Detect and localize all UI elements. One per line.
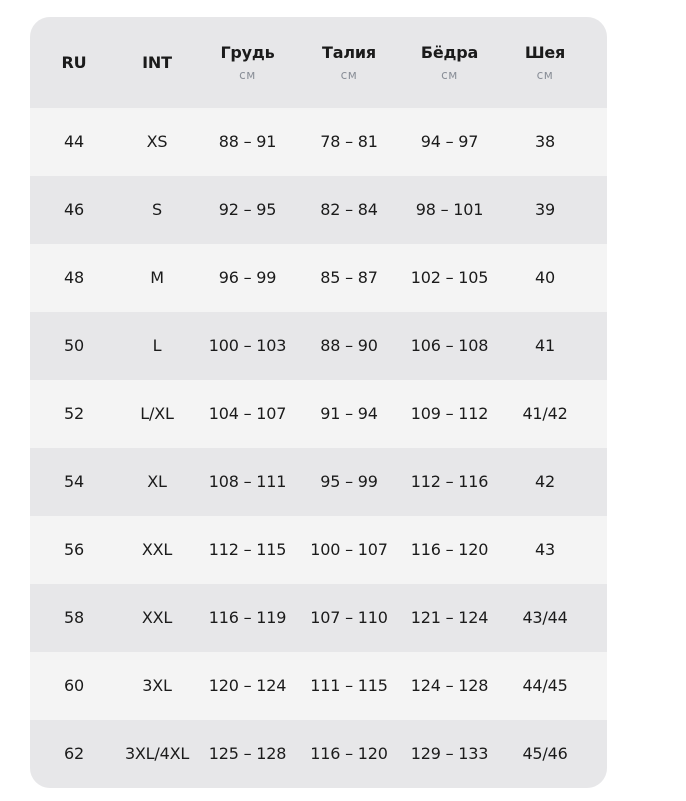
cell-int: XXL <box>141 540 173 559</box>
cell-chest: 104 – 107 <box>208 404 287 423</box>
header-ru <box>30 52 118 72</box>
cell-chest: 88 – 91 <box>218 132 277 151</box>
cell-neck: 43/44 <box>522 608 568 627</box>
cell-waist: 78 – 81 <box>320 132 378 151</box>
cell-hips: 124 – 128 <box>410 676 489 695</box>
cell-int: XL <box>147 472 167 491</box>
cell-hips: 109 – 112 <box>410 404 489 423</box>
table-row <box>30 244 607 312</box>
cell-neck: 41 <box>535 336 555 355</box>
cell-hips: 121 – 124 <box>410 608 489 627</box>
cell-ru: 50 <box>64 336 84 355</box>
cell-chest: 108 – 111 <box>208 472 287 491</box>
cell-hips: 94 – 97 <box>420 132 479 151</box>
cell-waist: 116 – 120 <box>310 744 388 763</box>
header-ru-label: RU <box>61 52 87 72</box>
cell-int: XS <box>146 132 168 151</box>
cell-neck: 38 <box>535 132 555 151</box>
cell-chest: 116 – 119 <box>208 608 287 627</box>
cell-ru: 46 <box>64 200 84 219</box>
cell-ru: 58 <box>64 608 84 627</box>
cell-neck: 42 <box>535 472 555 491</box>
cell-waist: 88 – 90 <box>320 336 378 355</box>
header-neck-label: Шея <box>524 42 566 62</box>
cell-waist: 111 – 115 <box>310 676 388 695</box>
table-header-row <box>30 17 607 108</box>
cell-hips: 98 – 101 <box>415 200 484 219</box>
cell-ru: 52 <box>64 404 84 423</box>
table-row <box>30 448 607 516</box>
cell-hips: 129 – 133 <box>410 744 489 763</box>
header-int <box>118 52 196 72</box>
cell-int: XXL <box>141 608 173 627</box>
size-chart-table <box>30 17 607 788</box>
table-row <box>30 584 607 652</box>
cell-neck: 43 <box>535 540 555 559</box>
cell-ru: 62 <box>64 744 84 763</box>
cell-chest: 120 – 124 <box>208 676 287 695</box>
cell-waist: 95 – 99 <box>320 472 378 491</box>
header-hips-unit: см <box>441 67 458 82</box>
header-chest <box>196 42 299 82</box>
header-waist-label: Талия <box>322 42 376 62</box>
cell-waist: 100 – 107 <box>310 540 388 559</box>
cell-chest: 112 – 115 <box>208 540 287 559</box>
cell-neck: 45/46 <box>522 744 568 763</box>
cell-hips: 112 – 116 <box>410 472 489 491</box>
cell-int: L <box>152 336 162 355</box>
cell-ru: 60 <box>64 676 84 695</box>
cell-int: S <box>152 200 162 219</box>
header-chest-label: Грудь <box>220 42 275 62</box>
header-hips <box>399 42 500 82</box>
cell-int: 3XL/4XL <box>124 744 190 763</box>
header-waist <box>299 42 399 82</box>
cell-neck: 41/42 <box>522 404 568 423</box>
header-waist-unit: см <box>340 67 358 82</box>
cell-neck: 40 <box>535 268 555 287</box>
cell-waist: 107 – 110 <box>310 608 388 627</box>
table-row <box>30 516 607 584</box>
table-row <box>30 312 607 380</box>
cell-waist: 91 – 94 <box>320 404 378 423</box>
cell-int: M <box>150 268 164 287</box>
table-row <box>30 652 607 720</box>
header-neck <box>503 42 587 82</box>
cell-waist: 82 – 84 <box>320 200 378 219</box>
cell-int: L/XL <box>140 404 174 423</box>
cell-int: 3XL <box>142 676 172 695</box>
table-row <box>30 380 607 448</box>
header-chest-unit: см <box>239 67 256 82</box>
cell-hips: 102 – 105 <box>410 268 489 287</box>
cell-ru: 56 <box>64 540 84 559</box>
header-neck-unit: см <box>536 67 554 82</box>
cell-chest: 92 – 95 <box>218 200 277 219</box>
cell-ru: 44 <box>64 132 84 151</box>
header-hips-label: Бёдра <box>420 42 479 62</box>
cell-chest: 125 – 128 <box>208 744 287 763</box>
cell-chest: 96 – 99 <box>218 268 277 287</box>
header-int-label: INT <box>142 52 172 72</box>
cell-hips: 106 – 108 <box>410 336 489 355</box>
cell-hips: 116 – 120 <box>410 540 489 559</box>
table-row <box>30 720 607 788</box>
cell-ru: 48 <box>64 268 84 287</box>
cell-waist: 85 – 87 <box>320 268 378 287</box>
table-row <box>30 176 607 244</box>
cell-neck: 44/45 <box>522 676 568 695</box>
cell-ru: 54 <box>64 472 84 491</box>
cell-chest: 100 – 103 <box>208 336 287 355</box>
cell-neck: 39 <box>535 200 555 219</box>
table-row <box>30 108 607 176</box>
